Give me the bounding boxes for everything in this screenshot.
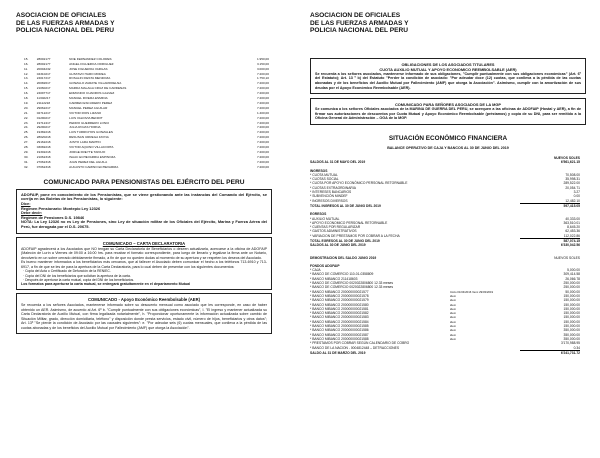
ingreso-row-label: * CUOTA MUTUAL — [310, 172, 338, 177]
row-amount: 7.200,00 — [256, 125, 269, 130]
dice-label: Dice: — [21, 201, 31, 207]
row-amount: 7.200,00 — [256, 81, 269, 86]
egreso-row-label: * GASTOS ADMINISTRATIVOS — [310, 229, 357, 234]
row-code: 20082617 — [36, 81, 51, 86]
fondo-label: * CAJA — [310, 268, 321, 273]
row-name: LUIS TURRICHOS GONZALES — [69, 130, 113, 135]
fondo-value: 150,000.00 — [563, 319, 580, 324]
row-number: 16. — [24, 91, 29, 96]
fondo-value: 150,000.00 — [563, 298, 580, 303]
row-amount: 7.200,00 — [256, 100, 269, 105]
row-code: 28002177 — [36, 56, 51, 61]
row-number: 15. — [24, 56, 29, 61]
fondo-note: idem — [450, 328, 457, 333]
row-number: 12. — [24, 71, 29, 76]
row-name: ISAAC ECHEVARRIA ESPINOZA — [69, 154, 116, 159]
row-name: JOSE FIGUEROA VARGAS — [69, 66, 108, 71]
fondo-value: 50,000.00 — [565, 289, 580, 294]
fondo-label: * BANCO MIBANCO 200000000021577 — [310, 289, 369, 294]
carta-footer: Los formatos para aperturar la carta mutual, se entregará gratuitamente en el departamento Mutual — [21, 281, 191, 286]
row-number: 29. — [24, 150, 29, 154]
balance-subtitle: BALANCE OPERATIVO DE CAJA Y BANCOS AL 30 DE JUNIO DEL 2019 — [387, 145, 509, 150]
fondos-label: FONDOS ADOFAIP — [310, 263, 340, 268]
row-amount: 3.000,00 — [256, 66, 269, 71]
beneficiary-list — [24, 57, 272, 170]
row-amount: 7.200,00 — [256, 150, 269, 154]
row-code: 21112218 — [36, 100, 51, 105]
row-code: 28002177 — [36, 61, 51, 66]
pensionistas-intro: ADOFAIP, pone en conocimiento de los Pensionistas, que se viene gestionando ante las instancias del Comando del Ejército, se corrija en las Boletas de los Pensionistas, lo siguiente: — [21, 191, 267, 202]
row-code: 29062217 — [36, 105, 51, 110]
row-name: JORGE FREYTE TAPAJO — [69, 150, 106, 154]
egreso-row-label: * APOYO ECONOMICO PERSONAL RETORNABLE — [310, 220, 388, 225]
ingreso-row-value: 3.27 — [573, 190, 580, 195]
fondo-value: 150,000.00 — [563, 293, 580, 298]
fondo-label: * BANCO DE COMERCIO 0020022806800 12.33 meses — [310, 285, 394, 290]
row-name: ROSALIN FIESTA MENDOZA — [69, 76, 111, 81]
row-name: GONZALO ZARATE VILLARROELNA — [69, 81, 122, 86]
nota-text: NOTA: La Ley 12326 no es Ley de Pensiones, sino Ley de situación militar de los Oficiales del Ejército, Marina y Fuerza Aérea del Perú, fue derogada por el D.S. 20675. — [21, 219, 267, 230]
row-number: 13. — [24, 76, 29, 81]
ingresos-label: INGRESOS — [310, 168, 328, 173]
egreso-row-value: 112,022.86 — [520, 234, 580, 239]
pensionistas-box — [16, 189, 272, 234]
row-amount: 7.200,00 — [256, 105, 269, 110]
mgp-title: COMUNICADO PARA SEÑORES ASOCIADOS DE LA MGP — [394, 102, 502, 108]
fondo-value: 150,000.00 — [563, 302, 580, 307]
row-amount: 7.200,00 — [256, 140, 269, 145]
row-amount: 1.950,00 — [256, 56, 269, 61]
fondo-label: * BANCO MIBANCO 200000000021584 — [310, 319, 369, 324]
row-amount: 7.200,00 — [256, 135, 269, 140]
pensionistas-title: COMUNICADO PARA PENSIONISTAS DEL EJÉRCITO DEL PERU — [43, 178, 245, 186]
row-amount: 7.200,00 — [256, 130, 269, 135]
fondo-label: * BANCO DE COMERCIO 0020022806800 12.33 meses — [310, 281, 394, 286]
row-name: VICTOR AQUINO VILLACORTA — [69, 145, 114, 150]
ingreso-row-value: 20,054.71 — [565, 185, 580, 190]
fondo-label: * BANCO MIBANCO 200000000021579 — [310, 298, 369, 303]
row-amount: 7.200,00 — [256, 71, 269, 76]
row-code: 01290217 — [36, 115, 51, 120]
row-code: 04310217 — [36, 71, 51, 76]
row-number: 18. — [24, 96, 29, 101]
fondo-value: 26,066.78 — [565, 276, 580, 281]
row-name: EDMUNDO CUADROS GALVEZ — [69, 91, 115, 96]
org-header-right — [310, 12, 586, 35]
egreso-row-label: * AUXILIO MUTUAL — [310, 216, 340, 221]
obligaciones-title: OBLIGACIONES DE LOS ASOCIADOS TITULARES — [401, 61, 495, 67]
total-egresos-label: TOTAL EGRESOS AL 30 DE JUNIO DEL 2019 — [310, 238, 380, 243]
row-number: 30. — [24, 154, 29, 159]
carta-box — [16, 237, 272, 291]
apoyo-box — [16, 293, 272, 334]
ingreso-row-value: 0.00 — [573, 194, 580, 199]
row-code: 19302218 — [36, 150, 51, 154]
row-name: NOE FERNANDEZ COLORES — [69, 56, 112, 61]
fondo-value: 250,000.00 — [563, 281, 580, 286]
egreso-row-label: * CUENTAS POR REGULARIZAR — [310, 225, 361, 230]
row-code: 21062318 — [36, 154, 51, 159]
obligaciones-subtitle: CUOTA AUXILIO MUTUAL Y APOYO ECONOMICO REEMBOLSABLE (AER) — [379, 66, 517, 72]
fondo-value: 309,414.58 — [563, 272, 580, 277]
row-name: VICTOR RIOS LIZANO — [69, 110, 102, 115]
row-amount: 7.200,00 — [256, 154, 269, 159]
fondo-label: * BANCO DE COMERCIO 110-01-0358809 — [310, 272, 374, 277]
fondo-value: 150,000.00 — [563, 324, 580, 329]
row-number: 26. — [24, 135, 29, 140]
ingreso-row-label: * SUBVENCIÓN MINDEF — [310, 194, 348, 199]
dice-text: Regimen Pensionario: Montepio Ley 12326 — [21, 205, 101, 211]
carta-title: COMUNICADO – CARTA DECLARATORIA — [102, 240, 186, 246]
saldo-final2-value: 6'241,731.72 — [560, 350, 580, 355]
row-code: 02712217 — [36, 110, 51, 115]
ingreso-row-label: * CUOTA POR APOYO ECONÓMICO PERSONAL RETORNABLE — [310, 181, 408, 186]
row-number: 25. — [24, 130, 29, 135]
left-column — [16, 0, 272, 334]
row-name: JUAN PEREZ DEL AGUILA — [69, 159, 108, 164]
row-code: 07062318 — [36, 164, 51, 169]
obligaciones-text: Se recuerda a los señores asociados, mantenerse informado de sus obligaciones, "Cumplir puntualmente con sus obligaciones económicas" (Art. 6º del Estatuto); Art. 13 º b) del Estatuto "Perder la condición de asociado: "Por adeudar doce (12) cuotas, que conlleva a la pérdida de las cuotas abonadas y de los beneficios del Auxilio Mutual por Fallecimiento (AMF) que otorga la Asociación". Asimismo, cumplir con la amortización de sus deudas por el Apoyo Económico Reembolsable (AER). — [315, 71, 581, 90]
ingreso-row-value: 289,522.00 — [563, 181, 580, 186]
row-number: 20. — [24, 105, 29, 110]
carta-bullet: · Copia del Acta o Certificado de Defunción de la RENIEC. — [23, 269, 111, 274]
row-number: 11. — [24, 66, 29, 71]
egreso-row-label: * VARIACION DE PRESTAMOS POR COBRAR A LA FECHA — [310, 233, 400, 238]
row-code: 28020218 — [36, 135, 51, 140]
fondo-label: * BANCO MIBANCO 200000000021585 — [310, 324, 369, 329]
fondo-label: * BANCO MIBANCO 200000000021582 — [310, 311, 369, 316]
row-number: 21. — [24, 110, 29, 115]
ingreso-row-value: 35,998.31 — [565, 177, 580, 182]
row-name: LUIS VALDIVIA BENDIT — [69, 115, 103, 120]
row-number: 28. — [24, 145, 29, 150]
org-header-left — [16, 12, 272, 35]
fondo-note: idem — [450, 324, 457, 329]
demo-title: DEMOSTRACION DEL SALDO JUNIO 2019 — [310, 255, 377, 260]
row-code: 11302217 — [36, 96, 51, 101]
row-number: 31. — [24, 159, 29, 164]
carta-text-2: Es bueno mantener informados a los beneficiarios más cercanos, que al fallecer el Asociado deben comunicar el hecho a los teléfonos 713-6910 y 713-6917, a fin de que se les de para la apertura de la Carta Declaratoria, para lo cual deben de presentar con los siguientes documentos: — [21, 260, 267, 269]
row-amount: 7.200,00 — [256, 96, 269, 101]
demo-currency: NUEVOS SOLES — [554, 255, 580, 260]
fondo-label: * BANCO DE LA NACION - 0004812448 – DETRACCIONES — [310, 345, 400, 350]
row-number: 24. — [24, 125, 29, 130]
apoyo-title: COMUNICADO - Apoyo Económico Reembolsable (AER) — [88, 297, 200, 303]
row-name: CARMEN ESCUDERO PEREZ — [69, 100, 113, 105]
fondo-value: 5,000.00 — [567, 268, 580, 273]
row-code: 24097717 — [36, 91, 51, 96]
total-egresos-value: 587,074.15 — [563, 238, 580, 243]
fondo-note: idem — [450, 293, 457, 298]
ingreso-row-label: * CUOTAS EXTRAORDINARIA — [310, 185, 356, 190]
row-code: 29162218 — [36, 140, 51, 145]
row-name: MANUEL RIVERA ESMIDIA — [69, 96, 108, 101]
saldo-inicial-label: SALDOS AL 31 DE MAYO DEL 2019 — [310, 160, 366, 165]
fondo-note: idem — [450, 319, 457, 324]
row-code: 19712417 — [36, 120, 51, 125]
carta-bullet: · Copia del DNI de los beneficiarios que solicitan la apertura de la carta. — [23, 273, 131, 278]
fondo-note: idem — [450, 315, 457, 320]
row-amount: 7.200,00 — [256, 164, 269, 169]
fondo-note: idem — [450, 311, 457, 316]
org-line: POLICIA NACIONAL DEL PERU — [310, 27, 409, 35]
row-name: MANUEL PEREZ AGUILAR — [69, 105, 108, 110]
fondo-label: * BANCO MIBANCO 200000000021581 — [310, 306, 369, 311]
org-line: ASOCIACION DE OFICIALES — [16, 12, 107, 19]
saldo-final-value: 6'330,042.56 — [560, 243, 580, 248]
ingreso-row-label: * INTERESES BANCARIOS — [310, 190, 352, 195]
row-number: 23. — [24, 120, 29, 125]
saldo-inicial-value: 6'561,621.15 — [560, 160, 580, 165]
row-code: 21060217 — [36, 86, 51, 91]
fondo-value: 250,000.00 — [563, 285, 580, 290]
balance-table — [310, 156, 580, 355]
fondo-label: * BANCO MIBANCO 200000000021578 — [310, 293, 369, 298]
fondo-value: 350,000.00 — [563, 336, 580, 341]
row-number: 22. — [24, 115, 29, 120]
saldo-final2-label: SALDO AL 31 DE MARZO DEL 2019 — [310, 350, 366, 355]
debe-label: Debe decir: — [21, 210, 43, 216]
org-line: ASOCIACION DE OFICIALES — [310, 12, 401, 19]
row-code: 20004232 — [36, 66, 51, 71]
row-number: 14. — [24, 81, 29, 86]
fondo-label: * PRESTAMOS POR COBRAR SEGÚN CALENDARIO DE COBRO — [310, 341, 410, 346]
row-name: ANGEL FIGUEROA ODRIGUEZ — [69, 61, 114, 66]
beneficiary-row — [24, 165, 272, 170]
fondo-value: 0.34 — [520, 346, 580, 351]
fondo-note: Inicio 01/04/2016 Venc 29/03/2019 — [450, 289, 494, 294]
fondo-label: * BANCO MIBANCO 200000000021580 — [310, 302, 369, 307]
total-ingresos-value: 597,415.05 — [563, 203, 580, 208]
ingreso-row-value: 12,482.10 — [520, 199, 580, 204]
row-name: MARDA MALAGA CRUZ DE CARDENAS — [69, 86, 127, 91]
fondo-note: idem — [450, 336, 457, 341]
egreso-row-value: 40,333.00 — [565, 216, 580, 221]
row-amount: 7.200,00 — [256, 145, 269, 150]
org-line: DE LAS FUERZAS ARMADAS Y — [310, 19, 409, 27]
row-amount: 1.750,10 — [256, 76, 269, 81]
mgp-text: Se comunica a los señores Oficiales asociados de la MARINA DE GUERRA DEL PERU, se acerquen a las oficinas de ADOFAIP (Hostal y AER), a fin de firmar sus autorizaciones de descuentos por Cuota Mutual y Apoyo Económico Reembolsable (préstamos) y copia de su DNI, para ser remitido a la Oficina General de Administración – OGA de la MGP. — [315, 107, 581, 121]
mgp-box — [310, 98, 586, 125]
saldo-final-label: SALDOS AL 30 DE JUNIO DEL 2019 — [310, 243, 366, 248]
row-number: 19. — [24, 100, 29, 105]
row-code: 03082218 — [36, 145, 51, 150]
row-code: 29290217 — [36, 125, 51, 130]
row-name: AUGUSTO CAMINO ECHEVARRIA — [69, 164, 119, 169]
fondo-value: 150,000.00 — [563, 315, 580, 320]
debe-text: Regimen de Pensiones D.S. 19846 — [21, 214, 85, 220]
situacion-title: SITUACIÓN ECONÓMICO FINANCIERA — [388, 134, 508, 142]
row-amount: 7.200,00 — [256, 120, 269, 125]
fondo-label: * BANCO MIBANCO 200000000021587 — [310, 332, 369, 337]
fondo-label: * BANCO MIBANCO 200000000021586 — [310, 328, 369, 333]
currency-header: NUEVOS SOLES — [553, 155, 580, 160]
ingreso-row-label: * INGRESOS DIVERSOS — [310, 198, 348, 203]
row-name: JUSTO LARA MARTIN — [69, 140, 101, 145]
fondo-value: 3'170,988.95 — [561, 341, 580, 346]
obligaciones-box — [310, 58, 586, 94]
egreso-row-value: 8,645.20 — [567, 225, 580, 230]
carta-text: ADOFAIP agradecerá a los Asociados que NO tengan su Carta Declaratoria de Beneficiarios o deseen actualizarla, acercarse a la oficina de ADOFAIP (Malecón de Lurín a Viernes de 09:00 a 16:00 hrs. para recabar el formato correspondiente, para luego de llenarlo y legalizar la firma ante un Notario, devolverlo en un sobre cerrado debidamente firmado, a fin de que no queden dudas al momento de su apertura y se respeten los deseos del Asociado. — [21, 246, 267, 260]
right-column — [310, 0, 586, 355]
fondo-note: idem — [450, 298, 457, 303]
egreso-row-value: 363,510.01 — [563, 220, 580, 225]
fondo-label: * BANCO MIBANCO 200000000021588 — [310, 336, 369, 341]
row-number: 32. — [24, 164, 29, 169]
apoyo-text: Se recuerda a los señores Asociados, mantenerse informado sobre su descuento mensual como asociado que les corresponde, en caso de haber obtenido un AER. Asimismo, de acuerdo al Art. 6º b. "Cumplir puntualmente con sus obligaciones económicas", I. "El ingreso y mantener actualizada su Carta Declaratoria de Auxilio Mutual, con firma legalizada notarialmente", h. "Proporcionar oportunamente la información actualizada sobre cambio de Situación Militar, grado, dirección domiciliaria, teléfono" y disposición donde presta servicios, estado civil, número de hijos, beneficiarios y otros datos"; Art. 13º "Se pierde la condición de Asociado por las causales siguientes": e. "Por adeudar seis (6) cuotas mensuales, que conlleva a la pérdida de las cuotas abonadas y de los beneficios del Auxilio Mutual por Fallecimiento (AMF) que otorga la Asociación". — [21, 303, 267, 330]
row-amount: 7.200,00 — [256, 115, 269, 120]
fondo-value: 350,000.00 — [563, 328, 580, 333]
fondo-note: idem — [450, 302, 457, 307]
row-number: 15. — [24, 86, 29, 91]
row-amount: 1.400,00 — [256, 110, 269, 115]
fondo-value: 150,000.00 — [563, 306, 580, 311]
total-ingresos-label: TOTAL INGRESOS AL 30 DE JUNIO DEL 2019 — [310, 203, 381, 208]
row-amount: 7.200,00 — [256, 159, 269, 164]
row-code: 19382218 — [36, 130, 51, 135]
egreso-row-value: 62,453.36 — [565, 229, 580, 234]
row-name: GUSTAVO HARO MOREA — [69, 71, 106, 76]
row-name: JULIA ROJAS HORNA — [69, 125, 101, 130]
row-amount: 7.200,00 — [256, 91, 269, 96]
ingreso-row-value: 70,508.00 — [565, 172, 580, 177]
org-line: POLICIA NACIONAL DEL PERU — [16, 27, 115, 35]
fondo-label: * BANCO MIBANCO 211418603 — [310, 276, 358, 281]
fondo-label: * BANCO MIBANCO 200000000021583 — [310, 315, 369, 320]
row-number: 27. — [24, 140, 29, 145]
row-name: PEDRO GUERRERO LONCI — [69, 120, 110, 125]
fondo-value: 150,000.00 — [563, 311, 580, 316]
egresos-label: EGRESOS — [310, 212, 327, 217]
row-amount: 3.150,00 — [256, 61, 269, 66]
row-name: RESUSAN URREGA FAYNA — [69, 135, 109, 140]
fondo-note: idem — [450, 332, 457, 337]
ingreso-row-label: * CUOTAS SOCIAL — [310, 177, 339, 182]
row-number: 16. — [24, 61, 29, 66]
row-code: 27062318 — [36, 159, 51, 164]
row-amount: 7.200,00 — [256, 86, 269, 91]
carta-bullet: · Después de aperturar la carta mutual, copia del DNI de los beneficiarios. — [23, 277, 135, 282]
row-code: 24017217 — [36, 76, 51, 81]
org-line: DE LAS FUERZAS ARMADAS Y — [16, 19, 115, 27]
fondo-value: 350,000.00 — [563, 332, 580, 337]
fondo-note: idem — [450, 306, 457, 311]
